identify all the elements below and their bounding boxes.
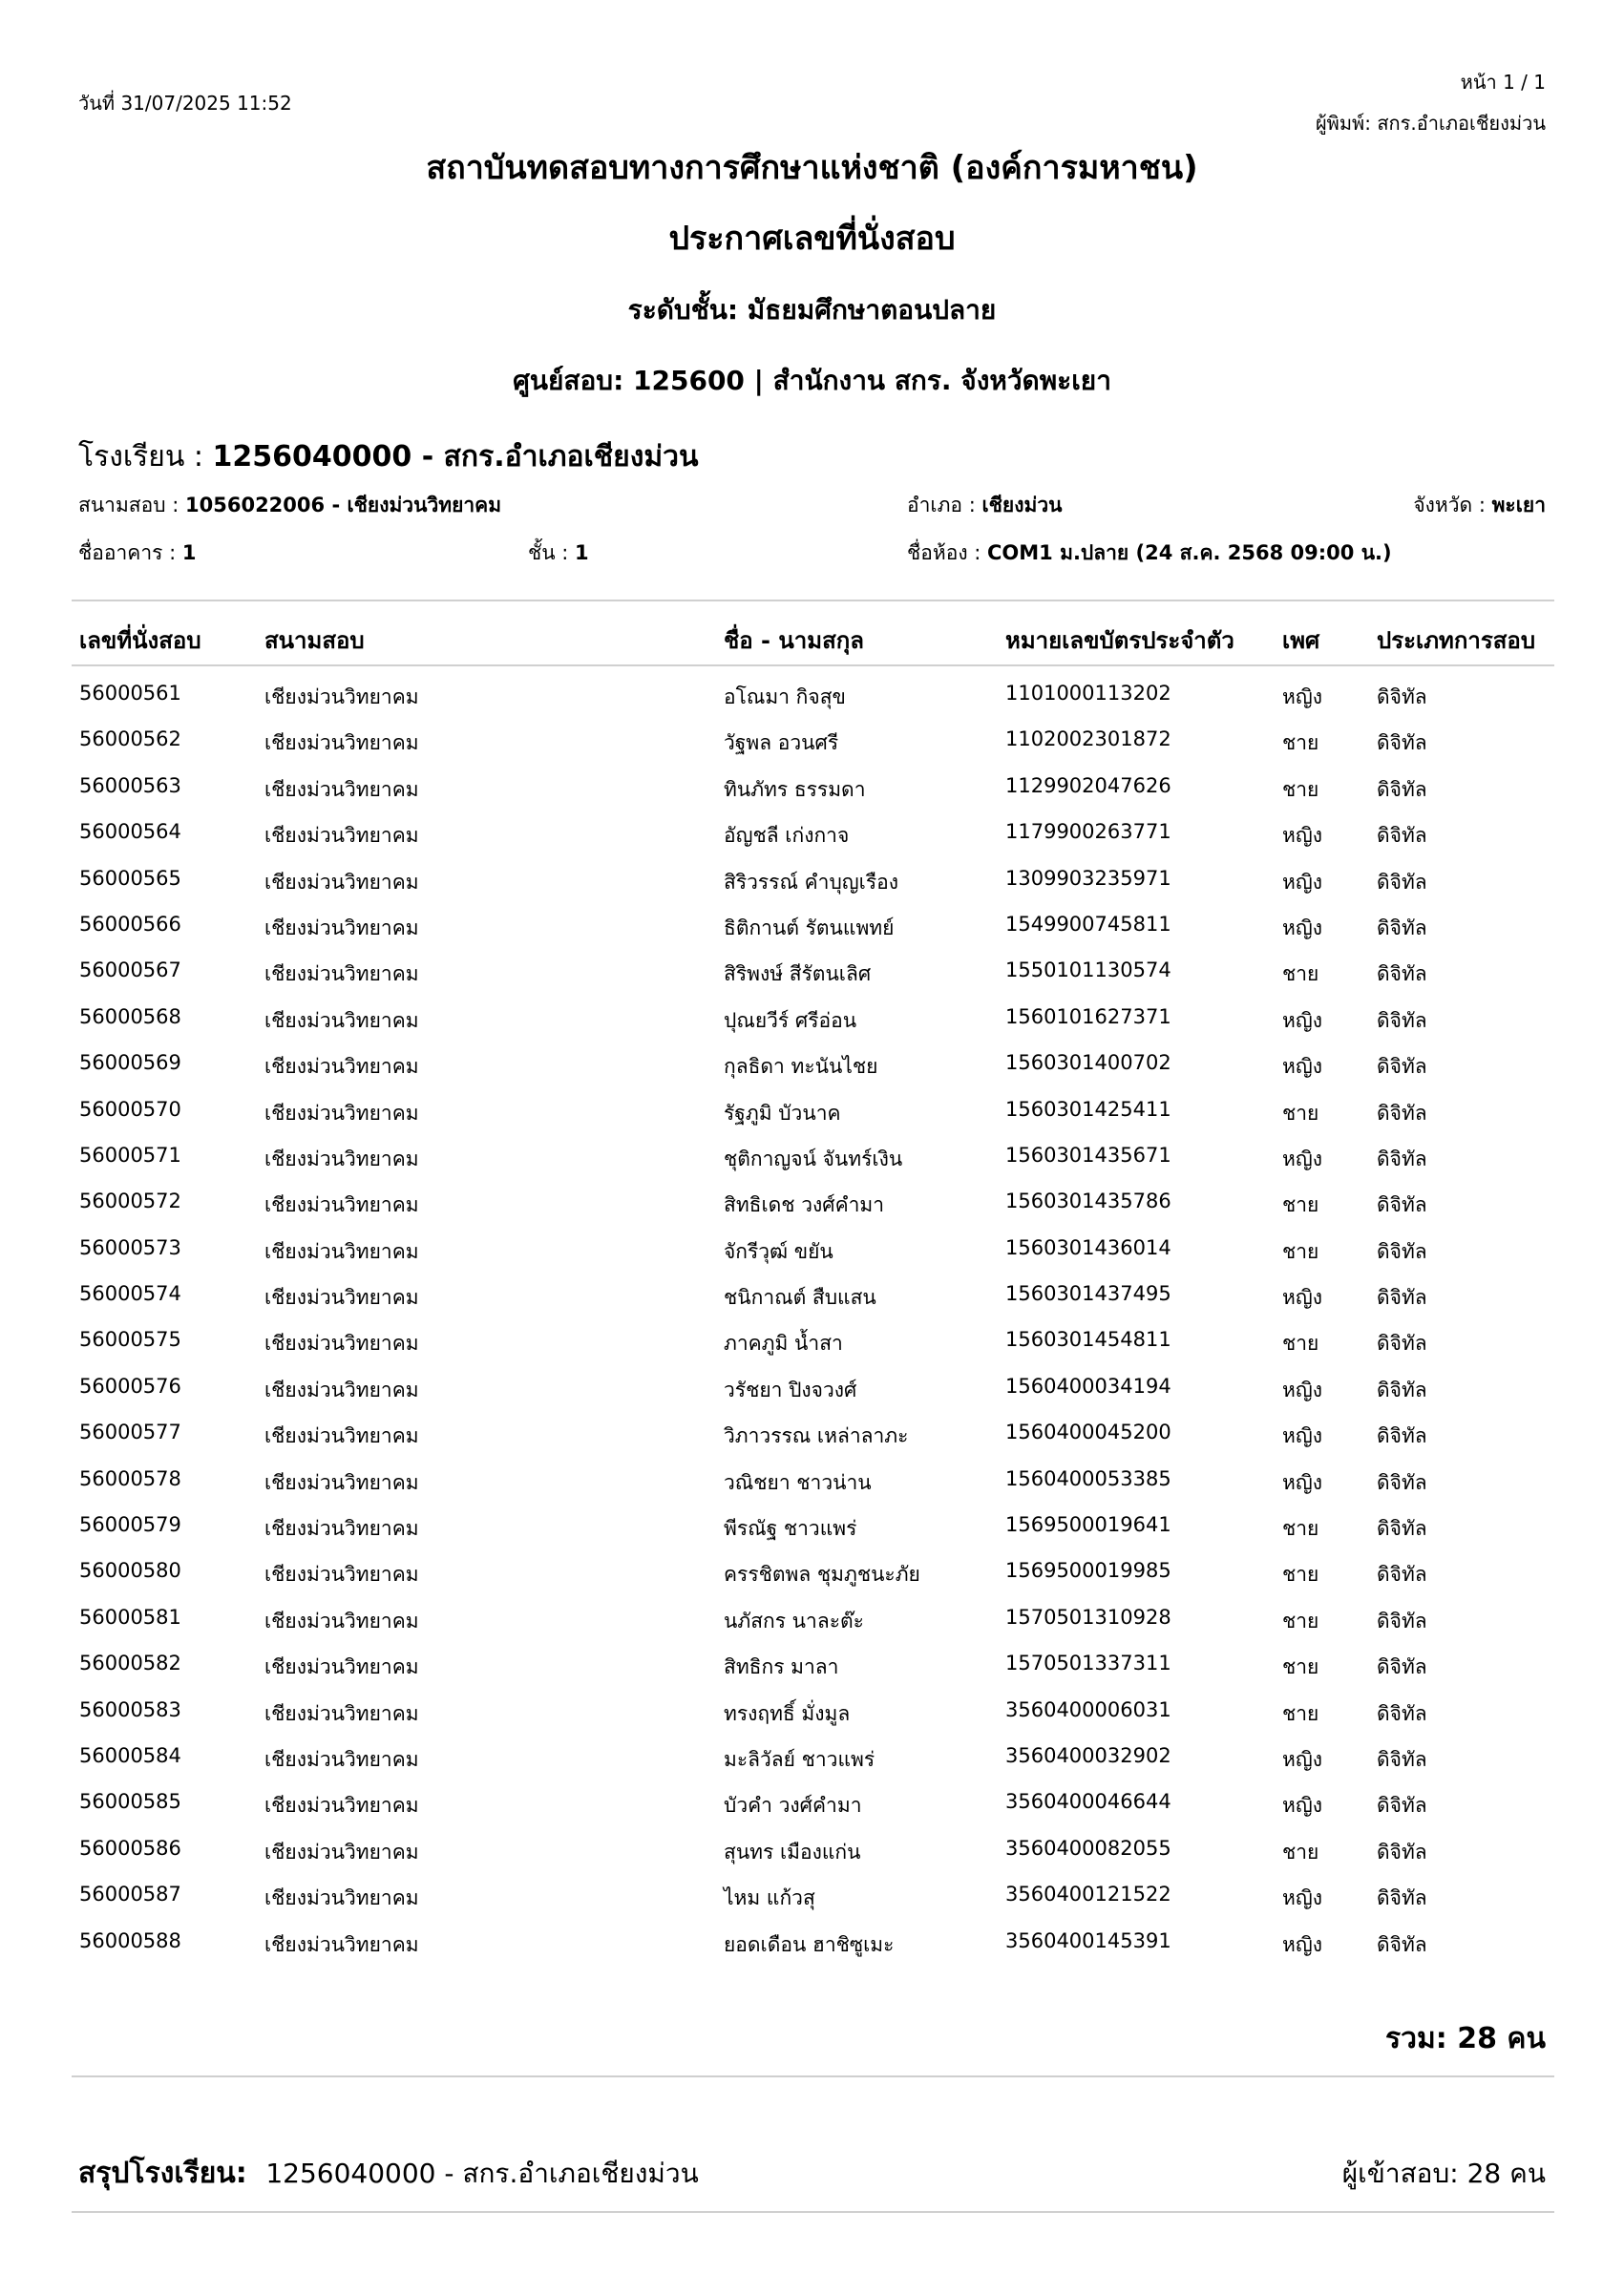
table-row — [72, 1738, 1554, 1784]
cell-exam-type: ดิจิทัล — [1377, 916, 1427, 939]
cell-exam-type: ดิจิทัล — [1377, 1886, 1427, 1910]
table-row — [72, 907, 1554, 953]
cell-id-card: 1550101130574 — [1005, 958, 1171, 982]
cell-venue: เชียงม่วนวิทยาคม — [264, 1886, 419, 1910]
cell-venue: เชียงม่วนวิทยาคม — [264, 916, 419, 939]
total-divider — [72, 2075, 1554, 2077]
table-row — [72, 1369, 1554, 1415]
province-label: จังหวัด : — [1413, 494, 1486, 516]
cell-venue: เชียงม่วนวิทยาคม — [264, 1055, 419, 1079]
building-label: ชื่ออาคาร : — [78, 541, 177, 564]
table-row — [72, 1276, 1554, 1322]
cell-exam-type: ดิจิทัล — [1377, 1470, 1427, 1494]
cell-exam-type: ดิจิทัล — [1377, 1747, 1427, 1771]
header-seat-no: เลขที่นั่งสอบ — [79, 627, 201, 654]
cell-exam-type: ดิจิทัล — [1377, 1147, 1427, 1170]
cell-name: สิริพงษ์ สีรัตนเลิศ — [724, 962, 872, 986]
cell-gender: ชาย — [1282, 1840, 1319, 1864]
cell-id-card: 3560400145391 — [1005, 1928, 1171, 1952]
cell-venue: เชียงม่วนวิทยาคม — [264, 824, 419, 848]
cell-gender: ชาย — [1282, 1655, 1319, 1679]
cell-gender: ชาย — [1282, 731, 1319, 755]
table-row — [72, 722, 1554, 768]
cell-venue: เชียงม่วนวิทยาคม — [264, 1239, 419, 1263]
cell-seat-no: 56000588 — [79, 1928, 181, 1952]
table-row — [72, 1322, 1554, 1368]
cell-id-card: 1560400053385 — [1005, 1466, 1171, 1490]
summary-divider — [72, 2211, 1554, 2213]
cell-name: สิทธิกร มาลา — [724, 1655, 839, 1679]
cell-name: มะลิวัลย์ ชาวแพร่ — [724, 1747, 875, 1771]
cell-gender: หญิง — [1282, 685, 1322, 708]
table-row — [72, 1184, 1554, 1230]
cell-venue: เชียงม่วนวิทยาคม — [264, 1517, 419, 1541]
cell-id-card: 1560101627371 — [1005, 1004, 1171, 1028]
cell-exam-type: ดิจิทัล — [1377, 1794, 1427, 1818]
cell-name: วิภาวรรณ เหล่าลาภะ — [724, 1424, 909, 1448]
table-row — [72, 1462, 1554, 1507]
cell-gender: ชาย — [1282, 777, 1319, 801]
cell-gender: หญิง — [1282, 870, 1322, 894]
cell-seat-no: 56000583 — [79, 1697, 181, 1721]
table-row — [72, 861, 1554, 907]
cell-id-card: 1560400034194 — [1005, 1374, 1171, 1398]
cell-name: ทินภัทร ธรรมดา — [724, 777, 866, 801]
cell-seat-no: 56000584 — [79, 1743, 181, 1767]
floor-value: 1 — [575, 541, 589, 564]
cell-gender: ชาย — [1282, 1332, 1319, 1356]
cell-exam-type: ดิจิทัล — [1377, 1008, 1427, 1032]
cell-name: จักรีวุฒ์ ขยัน — [724, 1239, 833, 1263]
cell-name: บัวคำ วงศ์คำมา — [724, 1794, 862, 1818]
cell-name: ภาคภูมิ น้ำสา — [724, 1332, 843, 1356]
cell-id-card: 1101000113202 — [1005, 682, 1171, 705]
cell-seat-no: 56000564 — [79, 820, 181, 844]
table-row — [72, 1000, 1554, 1045]
school-value: 1256040000 - สกร.อำเภอเชียงม่วน — [212, 440, 699, 474]
table-row — [72, 1924, 1554, 1970]
table-body — [72, 676, 1554, 1970]
cell-exam-type: ดิจิทัล — [1377, 962, 1427, 986]
cell-id-card: 3560400046644 — [1005, 1790, 1171, 1814]
cell-venue: เชียงม่วนวิทยาคม — [264, 1932, 419, 1956]
cell-name: สิริวรรณ์ คำบุญเรือง — [724, 870, 898, 894]
venue-info — [78, 490, 501, 521]
cell-id-card: 1129902047626 — [1005, 773, 1171, 797]
cell-exam-type: ดิจิทัล — [1377, 1932, 1427, 1956]
total-count: รวม: 28 คน — [1385, 2022, 1546, 2055]
cell-name: ทรงฤทธิ์ มั่งมูล — [724, 1701, 851, 1725]
room-label: ชื่อห้อง : — [907, 541, 981, 564]
cell-venue: เชียงม่วนวิทยาคม — [264, 1840, 419, 1864]
cell-id-card: 3560400006031 — [1005, 1697, 1171, 1721]
cell-id-card: 1560301425411 — [1005, 1097, 1171, 1121]
cell-id-card: 1560400045200 — [1005, 1421, 1171, 1444]
floor-label: ชั้น : — [528, 541, 569, 564]
venue-value: 1056022006 - เชียงม่วนวิทยาคม — [185, 494, 502, 516]
room-info — [907, 537, 1392, 569]
table-row — [72, 1693, 1554, 1738]
cell-name: วรัชยา ปิงจวงศ์ — [724, 1378, 857, 1401]
school-summary — [78, 2151, 699, 2196]
cell-seat-no: 56000587 — [79, 1883, 181, 1906]
cell-venue: เชียงม่วนวิทยาคม — [264, 1424, 419, 1448]
cell-name: สิทธิเดช วงศ์คำมา — [724, 1193, 885, 1217]
cell-gender: ชาย — [1282, 1609, 1319, 1632]
cell-venue: เชียงม่วนวิทยาคม — [264, 1563, 419, 1587]
table-row — [72, 1646, 1554, 1692]
cell-gender: ชาย — [1282, 962, 1319, 986]
level-title: ระดับชั้น: มัธยมศึกษาตอนปลาย — [627, 294, 997, 326]
cell-venue: เชียงม่วนวิทยาคม — [264, 870, 419, 894]
cell-seat-no: 56000561 — [79, 682, 181, 705]
cell-id-card: 1560301436014 — [1005, 1235, 1171, 1259]
cell-gender: หญิง — [1282, 1008, 1322, 1032]
cell-venue: เชียงม่วนวิทยาคม — [264, 777, 419, 801]
announcement-title: ประกาศเลขที่นั่งสอบ — [668, 220, 956, 258]
cell-seat-no: 56000579 — [79, 1513, 181, 1537]
cell-name: สุนทร เมืองแก่น — [724, 1840, 861, 1864]
cell-venue: เชียงม่วนวิทยาคม — [264, 1609, 419, 1632]
cell-venue: เชียงม่วนวิทยาคม — [264, 1470, 419, 1494]
table-row — [72, 953, 1554, 999]
cell-gender: ชาย — [1282, 1701, 1319, 1725]
cell-name: กุลธิดา ทะนันไชย — [724, 1055, 878, 1079]
cell-seat-no: 56000586 — [79, 1836, 181, 1860]
cell-venue: เชียงม่วนวิทยาคม — [264, 1655, 419, 1679]
cell-gender: ชาย — [1282, 1239, 1319, 1263]
cell-gender: หญิง — [1282, 824, 1322, 848]
cell-id-card: 3560400032902 — [1005, 1743, 1171, 1767]
cell-name: วณิชยา ชาวน่าน — [724, 1470, 872, 1494]
district-label: อำเภอ : — [907, 494, 976, 516]
table-header — [72, 600, 1554, 666]
cell-gender: หญิง — [1282, 1794, 1322, 1818]
room-value: COM1 ม.ปลาย (24 ส.ค. 2568 09:00 น.) — [987, 541, 1392, 564]
header-venue: สนามสอบ — [264, 627, 365, 654]
org-title: สถาบันทดสอบทางการศึกษาแห่งชาติ (องค์การมหาชน) — [426, 149, 1198, 187]
cell-venue: เชียงม่วนวิทยาคม — [264, 1008, 419, 1032]
cell-id-card: 1560301400702 — [1005, 1051, 1171, 1075]
print-date: วันที่ 31/07/2025 11:52 — [78, 92, 292, 115]
cell-gender: หญิง — [1282, 1147, 1322, 1170]
province-info — [1413, 490, 1546, 521]
cell-venue: เชียงม่วนวิทยาคม — [264, 731, 419, 755]
header-gender: เพศ — [1282, 627, 1320, 654]
cell-seat-no: 56000563 — [79, 773, 181, 797]
summary-value: 1256040000 - สกร.อำเภอเชียงม่วน — [265, 2158, 699, 2189]
cell-seat-no: 56000568 — [79, 1004, 181, 1028]
building-value: 1 — [181, 541, 197, 564]
cell-gender: หญิง — [1282, 1747, 1322, 1771]
cell-venue: เชียงม่วนวิทยาคม — [264, 1701, 419, 1725]
cell-exam-type: ดิจิทัล — [1377, 731, 1427, 755]
cell-name: ครรชิตพล ชุมภูชนะภัย — [724, 1563, 920, 1587]
cell-venue: เชียงม่วนวิทยาคม — [264, 1147, 419, 1170]
cell-exam-type: ดิจิทัล — [1377, 1101, 1427, 1125]
cell-venue: เชียงม่วนวิทยาคม — [264, 685, 419, 708]
cell-seat-no: 56000562 — [79, 727, 181, 751]
table-row — [72, 1415, 1554, 1461]
district-value: เชียงม่วน — [981, 494, 1063, 516]
cell-venue: เชียงม่วนวิทยาคม — [264, 1794, 419, 1818]
cell-gender: ชาย — [1282, 1563, 1319, 1587]
building-info — [78, 537, 196, 569]
header-name: ชื่อ - นามสกุล — [724, 627, 864, 654]
cell-exam-type: ดิจิทัล — [1377, 1055, 1427, 1079]
cell-exam-type: ดิจิทัล — [1377, 1609, 1427, 1632]
cell-seat-no: 56000578 — [79, 1466, 181, 1490]
cell-id-card: 1560301454811 — [1005, 1328, 1171, 1352]
table-row — [72, 1784, 1554, 1830]
cell-name: ยอดเดือน ฮาชิซูเมะ — [724, 1932, 895, 1956]
cell-seat-no: 56000575 — [79, 1328, 181, 1352]
table-row — [72, 1138, 1554, 1184]
cell-gender: หญิง — [1282, 1886, 1322, 1910]
table-row — [72, 1600, 1554, 1646]
table-row — [72, 769, 1554, 814]
cell-seat-no: 56000574 — [79, 1282, 181, 1306]
cell-seat-no: 56000585 — [79, 1790, 181, 1814]
cell-id-card: 1102002301872 — [1005, 727, 1171, 751]
cell-gender: หญิง — [1282, 916, 1322, 939]
cell-exam-type: ดิจิทัล — [1377, 1563, 1427, 1587]
table-row — [72, 676, 1554, 722]
cell-name: อโณมา กิจสุข — [724, 685, 846, 708]
cell-seat-no: 56000570 — [79, 1097, 181, 1121]
venue-label: สนามสอบ : — [78, 494, 179, 516]
center-title: ศูนย์สอบ: 125600 | สำนักงาน สกร. จังหวัดพะเยา — [513, 365, 1111, 396]
floor-info — [528, 537, 589, 569]
cell-exam-type: ดิจิทัล — [1377, 1840, 1427, 1864]
cell-seat-no: 56000576 — [79, 1374, 181, 1398]
cell-gender: หญิง — [1282, 1055, 1322, 1079]
table-row — [72, 1553, 1554, 1599]
cell-id-card: 1560301435786 — [1005, 1190, 1171, 1213]
cell-exam-type: ดิจิทัล — [1377, 1655, 1427, 1679]
cell-venue: เชียงม่วนวิทยาคม — [264, 1193, 419, 1217]
cell-exam-type: ดิจิทัล — [1377, 1239, 1427, 1263]
cell-seat-no: 56000566 — [79, 912, 181, 936]
header-id-card: หมายเลขบัตรประจำตัว — [1005, 627, 1234, 654]
cell-exam-type: ดิจิทัล — [1377, 777, 1427, 801]
cell-exam-type: ดิจิทัล — [1377, 685, 1427, 708]
cell-gender: หญิง — [1282, 1424, 1322, 1448]
cell-name: ธิติกานต์ รัตนแพทย์ — [724, 916, 895, 939]
cell-name: ปุณยวีร์ ศรีอ่อน — [724, 1008, 857, 1032]
cell-id-card: 3560400082055 — [1005, 1836, 1171, 1860]
cell-id-card: 1560301437495 — [1005, 1282, 1171, 1306]
header-exam-type: ประเภทการสอบ — [1377, 627, 1536, 654]
cell-seat-no: 56000577 — [79, 1421, 181, 1444]
cell-gender: หญิง — [1282, 1470, 1322, 1494]
cell-id-card: 1179900263771 — [1005, 820, 1171, 844]
cell-seat-no: 56000581 — [79, 1605, 181, 1629]
cell-gender: ชาย — [1282, 1517, 1319, 1541]
cell-name: ชนิกาณต์ สืบแสน — [724, 1286, 876, 1310]
cell-gender: ชาย — [1282, 1101, 1319, 1125]
table-row — [72, 1877, 1554, 1923]
table-row — [72, 1045, 1554, 1091]
cell-gender: ชาย — [1282, 1193, 1319, 1217]
cell-exam-type: ดิจิทัล — [1377, 824, 1427, 848]
cell-venue: เชียงม่วนวิทยาคม — [264, 962, 419, 986]
table-row — [72, 814, 1554, 860]
cell-venue: เชียงม่วนวิทยาคม — [264, 1378, 419, 1401]
school-label: โรงเรียน : — [78, 440, 203, 474]
cell-id-card: 3560400121522 — [1005, 1883, 1171, 1906]
cell-id-card: 1569500019985 — [1005, 1559, 1171, 1583]
cell-venue: เชียงม่วนวิทยาคม — [264, 1747, 419, 1771]
cell-id-card: 1569500019641 — [1005, 1513, 1171, 1537]
cell-gender: หญิง — [1282, 1932, 1322, 1956]
summary-label: สรุปโรงเรียน: — [78, 2157, 247, 2190]
cell-name: รัฐภูมิ บัวนาค — [724, 1101, 841, 1125]
cell-exam-type: ดิจิทัล — [1377, 1332, 1427, 1356]
cell-exam-type: ดิจิทัล — [1377, 1286, 1427, 1310]
cell-name: วัฐพล อวนศรี — [724, 731, 839, 755]
cell-exam-type: ดิจิทัล — [1377, 1517, 1427, 1541]
cell-id-card: 1549900745811 — [1005, 912, 1171, 936]
table-row — [72, 1831, 1554, 1877]
cell-venue: เชียงม่วนวิทยาคม — [264, 1332, 419, 1356]
cell-seat-no: 56000582 — [79, 1652, 181, 1675]
school-heading — [78, 434, 698, 479]
attendees-count: ผู้เข้าสอบ: 28 คน — [1341, 2158, 1546, 2189]
cell-venue: เชียงม่วนวิทยาคม — [264, 1286, 419, 1310]
cell-gender: หญิง — [1282, 1378, 1322, 1401]
cell-exam-type: ดิจิทัล — [1377, 870, 1427, 894]
cell-gender: หญิง — [1282, 1286, 1322, 1310]
cell-seat-no: 56000580 — [79, 1559, 181, 1583]
cell-id-card: 1570501337311 — [1005, 1652, 1171, 1675]
cell-seat-no: 56000573 — [79, 1235, 181, 1259]
cell-exam-type: ดิจิทัล — [1377, 1424, 1427, 1448]
cell-seat-no: 56000572 — [79, 1190, 181, 1213]
cell-name: ไหม แก้วสุ — [724, 1886, 815, 1910]
table-row — [72, 1507, 1554, 1553]
cell-id-card: 1309903235971 — [1005, 866, 1171, 890]
cell-venue: เชียงม่วนวิทยาคม — [264, 1101, 419, 1125]
page-number: หน้า 1 / 1 — [1460, 71, 1546, 94]
cell-seat-no: 56000567 — [79, 958, 181, 982]
printer-name: ผู้พิมพ์: สกร.อำเภอเชียงม่วน — [1315, 112, 1546, 135]
district-info — [907, 490, 1062, 521]
cell-exam-type: ดิจิทัล — [1377, 1193, 1427, 1217]
cell-seat-no: 56000569 — [79, 1051, 181, 1075]
province-value: พะเยา — [1491, 494, 1546, 516]
table-row — [72, 1231, 1554, 1276]
cell-name: นภัสกร นาละต๊ะ — [724, 1609, 864, 1632]
cell-name: อัญชลี เก่งกาจ — [724, 824, 850, 848]
table-header-border — [72, 664, 1554, 666]
cell-id-card: 1570501310928 — [1005, 1605, 1171, 1629]
cell-exam-type: ดิจิทัล — [1377, 1701, 1427, 1725]
cell-name: พีรณัฐ ชาวแพร่ — [724, 1517, 857, 1541]
cell-name: ชุติกาญจน์ จันทร์เงิน — [724, 1147, 903, 1170]
cell-id-card: 1560301435671 — [1005, 1143, 1171, 1167]
cell-seat-no: 56000565 — [79, 866, 181, 890]
table-row — [72, 1092, 1554, 1138]
cell-exam-type: ดิจิทัล — [1377, 1378, 1427, 1401]
cell-seat-no: 56000571 — [79, 1143, 181, 1167]
